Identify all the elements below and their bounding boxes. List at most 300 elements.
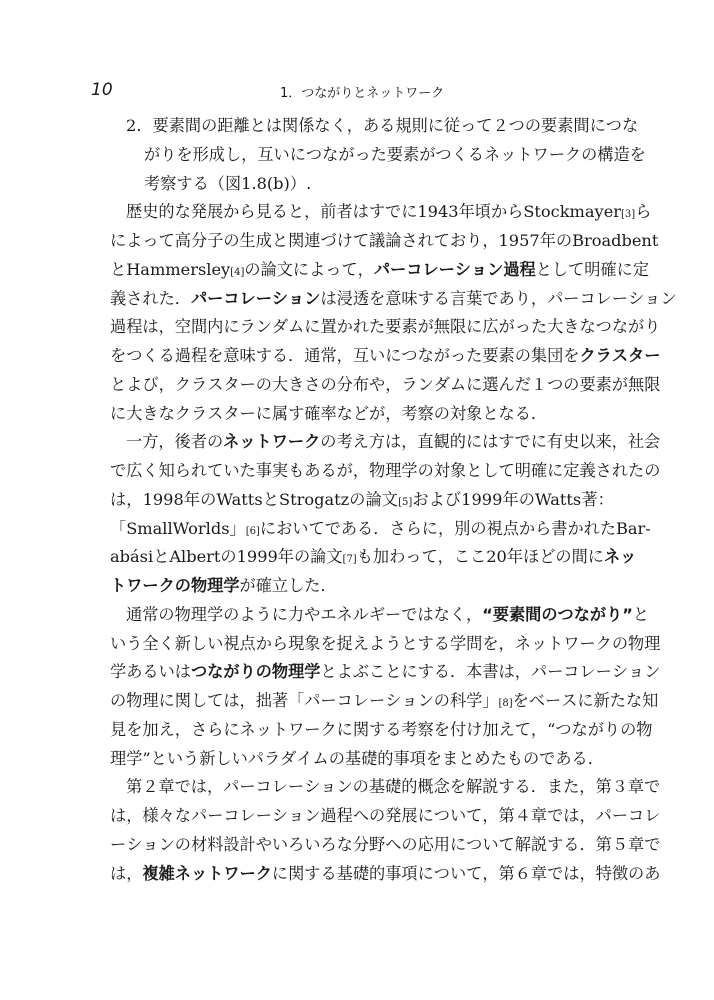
text-run: か: [490, 202, 508, 222]
text-line: [110, 803, 661, 829]
text-run: と: [320, 662, 337, 682]
text-run: 関: [174, 691, 191, 710]
text-run: 拙: [255, 691, 272, 710]
text-run: の: [401, 834, 418, 854]
text-run: Hammersley: [126, 259, 231, 279]
bold-term: ン: [304, 288, 321, 308]
text-run: 」: [229, 518, 246, 538]
text-run: ５: [611, 834, 628, 854]
text-run: い: [231, 748, 248, 768]
text-run: 第: [498, 863, 515, 883]
text-run: な: [174, 202, 191, 222]
text-run: が: [628, 317, 645, 337]
text-run: 論: [260, 259, 277, 279]
text-line: [110, 401, 614, 427]
text-run: 要: [482, 346, 499, 365]
text-run: ョ: [401, 691, 418, 710]
text-run: 限: [644, 374, 661, 394]
text-run: に: [158, 691, 175, 710]
text-run: え: [352, 432, 369, 452]
text-run: 後: [174, 432, 191, 452]
text-run: シ: [271, 806, 289, 825]
text-run: 実: [271, 461, 289, 480]
text-run: は: [265, 116, 282, 135]
text-run: ト: [516, 144, 533, 164]
text-run: を: [176, 144, 193, 164]
text-run: ，: [482, 806, 499, 825]
text-run: な: [611, 317, 628, 337]
text-run: ー: [385, 604, 402, 624]
text-run: 力: [287, 604, 305, 624]
text-run: い: [158, 662, 175, 682]
bold-term: 学: [223, 576, 240, 595]
text-run: た: [370, 144, 387, 164]
text-run: abási: [110, 547, 154, 567]
text-run: ら: [239, 202, 256, 222]
text-run: ル: [352, 604, 369, 624]
text-run: ，: [437, 518, 455, 538]
text-run: 無: [433, 317, 450, 337]
text-run: す: [304, 863, 321, 883]
bold-term: ー: [142, 576, 159, 595]
text-run: か: [567, 518, 584, 538]
bold-term: ー: [239, 863, 256, 883]
text-run: で: [547, 806, 564, 825]
text-run: パ: [530, 662, 548, 682]
text-run: る: [563, 834, 580, 854]
text-run: 要: [152, 116, 169, 135]
bold-term: な: [207, 662, 224, 682]
text-run: 学: [206, 604, 224, 624]
text-run: に: [110, 231, 127, 250]
text-run: 歴: [126, 202, 143, 222]
text-run: は: [417, 604, 434, 624]
text-run: て: [568, 259, 585, 279]
text-line: [144, 171, 610, 197]
bold-term: ク: [304, 432, 321, 452]
text-run: れ: [142, 288, 159, 308]
text-run: ッ: [255, 719, 272, 739]
text-run: ら: [405, 518, 422, 538]
text-run: を: [563, 346, 580, 365]
text-run: ン: [336, 777, 353, 797]
text-run: 点: [502, 518, 519, 538]
text-run: 確: [600, 259, 617, 279]
text-run: ２: [142, 777, 159, 797]
text-run: 間: [190, 317, 208, 337]
bold-term: コ: [223, 288, 240, 308]
text-run: き: [142, 403, 159, 423]
text-run: よ: [126, 231, 143, 250]
running-head: 1．つながりとネットワーク: [280, 86, 445, 101]
text-run: 基: [336, 863, 353, 883]
text-run: 著: [581, 489, 598, 509]
text-run: お: [276, 518, 293, 538]
text-run: ，: [579, 777, 596, 797]
text-run: ョ: [142, 834, 159, 854]
bold-term: ク: [158, 576, 175, 595]
text-run: レ: [644, 806, 661, 825]
text-run: で: [547, 863, 564, 883]
text-run: ン: [644, 662, 661, 682]
text-run: シ: [126, 834, 143, 854]
text-run: は: [482, 432, 499, 452]
bold-term: タ: [628, 346, 645, 365]
text-run: 方: [368, 432, 385, 452]
text-run: 展: [401, 806, 418, 825]
text-run: 第: [126, 777, 143, 797]
bold-term: ワ: [223, 863, 240, 883]
text-line: 「 Small Worlds 」 [6] に お い て で あ る ． さ ら に ， 別 の 視 点 か ら 書 か れ た Bar-: [110, 516, 614, 542]
text-run: 明: [584, 259, 601, 279]
text-run: が: [498, 317, 515, 337]
text-run: が: [336, 461, 353, 480]
text-run: 物: [174, 604, 191, 624]
text-run: 章: [530, 863, 548, 883]
text-run: 通: [304, 346, 321, 365]
text-run: あ: [644, 863, 661, 883]
text-run: 察: [417, 719, 434, 739]
text-run: い: [223, 461, 240, 480]
text-run: い: [369, 346, 386, 365]
text-run: 史: [563, 432, 580, 452]
text-run: 発: [385, 806, 402, 825]
text-run: た: [158, 288, 175, 308]
bold-term: ー: [390, 259, 407, 279]
text-run: 有: [546, 432, 564, 452]
text-run: 生: [239, 231, 256, 250]
text-run: て: [308, 518, 325, 538]
text-run: 無: [628, 374, 645, 394]
text-run: 要: [385, 317, 402, 337]
text-run: ，: [352, 461, 369, 480]
bold-term: 間: [525, 604, 542, 624]
text-run: 言: [449, 288, 467, 308]
text-run: 考: [144, 173, 161, 193]
text-run: り: [644, 317, 661, 337]
text-run: 捉: [336, 633, 353, 653]
text-run: 事: [393, 748, 410, 768]
text-run: 定: [563, 461, 580, 480]
text-run: ー: [287, 777, 305, 797]
text-run: 「: [110, 518, 127, 538]
text-run: ッ: [530, 633, 548, 653]
text-run: る: [385, 719, 402, 739]
text-run: パ: [304, 691, 321, 710]
text-run: 加: [482, 719, 499, 739]
text-run: い: [292, 518, 309, 538]
text-run: 分: [190, 231, 208, 250]
text-run: に: [271, 863, 289, 883]
text-run: わ: [389, 547, 406, 567]
text-run: ダ: [433, 374, 450, 394]
text-run: ネ: [336, 604, 353, 624]
text-run: 発: [190, 202, 207, 222]
text-run: た: [530, 317, 548, 337]
text-run: つ: [555, 719, 572, 739]
text-run: ッ: [500, 144, 517, 164]
text-run: を: [482, 633, 499, 653]
text-run: 論: [385, 231, 402, 250]
text-run: に: [417, 806, 434, 825]
text-run: な: [571, 719, 588, 739]
text-run: 意: [385, 288, 402, 308]
text-run: 2: [126, 116, 137, 135]
text-run: は: [190, 777, 207, 797]
text-run: ，: [482, 863, 499, 883]
text-run: 理: [644, 633, 661, 653]
text-run: ー: [579, 633, 596, 653]
text-run: て: [352, 231, 369, 250]
text-run: 者: [336, 202, 353, 222]
text-run: っ: [460, 116, 477, 135]
bold-term: り: [239, 662, 256, 682]
bold-term: が: [589, 604, 607, 624]
text-run: う: [183, 748, 200, 768]
text-run: は: [563, 863, 580, 883]
text-run: イ: [296, 748, 313, 768]
text-run: に: [427, 116, 444, 135]
text-run: の: [223, 604, 240, 624]
text-run: ろ: [320, 834, 337, 854]
text-run: と: [482, 403, 499, 423]
text-run: を: [126, 719, 143, 739]
bold-term: ー: [255, 288, 272, 308]
text-run: 論: [365, 489, 382, 509]
bold-term: 要: [492, 604, 509, 624]
text-run: タ: [223, 403, 240, 423]
text-run: て: [514, 719, 531, 739]
bold-term: ョ: [288, 288, 305, 308]
text-run: ，: [579, 863, 596, 883]
bold-term: 理: [288, 662, 305, 682]
text-run: 頃: [474, 202, 491, 222]
text-line: [110, 228, 659, 254]
text-run: っ: [325, 259, 342, 279]
text-run: ら: [507, 202, 524, 222]
text-run: 係: [298, 116, 315, 135]
text-run: 1999: [236, 547, 278, 567]
text-run: く: [158, 633, 175, 653]
bold-term: の: [541, 604, 558, 624]
text-run: の: [628, 863, 645, 883]
text-run: 新: [174, 633, 191, 653]
text-run: ほ: [523, 547, 540, 567]
text-run: で: [324, 518, 341, 538]
text-run: 論: [310, 547, 327, 567]
text-run: 学: [449, 633, 467, 653]
text-line: [126, 113, 639, 139]
text-run: 分: [352, 834, 369, 854]
text-run: る: [192, 173, 209, 193]
text-run: て: [466, 806, 483, 825]
text-run: さ: [190, 719, 208, 739]
text-run: っ: [354, 144, 371, 164]
text-run: に: [589, 116, 606, 135]
text-run: ，: [437, 547, 454, 567]
text-run: ト: [547, 633, 564, 653]
text-run: 則: [411, 116, 428, 135]
text-run: 現: [288, 633, 305, 653]
text-run: く: [451, 144, 468, 164]
text-run: 察: [160, 173, 177, 193]
text-run: パ: [547, 288, 564, 308]
text-run: つ: [433, 863, 450, 883]
text-run: す: [176, 173, 193, 193]
text-run: 科: [449, 691, 467, 710]
text-run: ，: [158, 317, 175, 337]
bold-term: 程: [519, 259, 536, 279]
text-run: 布: [352, 374, 369, 394]
text-run: る: [514, 777, 531, 797]
text-run: た: [609, 691, 626, 710]
text-run: つ: [508, 116, 525, 135]
text-run: レ: [271, 777, 288, 797]
text-run: ，: [579, 806, 596, 825]
bold-term: パ: [373, 259, 391, 279]
text-run: あ: [340, 518, 357, 538]
text-run: て: [498, 834, 515, 854]
text-run: す: [369, 719, 386, 739]
text-run: び: [444, 489, 462, 509]
text-run: 考: [401, 403, 418, 423]
text-run: つ: [547, 374, 564, 394]
text-run: の: [470, 518, 487, 538]
text-run: に: [616, 259, 633, 279]
text-run: た: [490, 748, 507, 768]
text-run: 材: [190, 834, 208, 854]
text-run: 第: [595, 834, 612, 854]
text-run: ら: [535, 518, 552, 538]
text-run: 礎: [361, 748, 378, 768]
text-run: 素: [168, 116, 185, 135]
text-run: 属: [271, 403, 289, 423]
text-run: と: [385, 662, 402, 682]
text-run: つ: [595, 317, 612, 337]
text-run: 章: [628, 834, 645, 854]
text-run: に: [271, 604, 288, 624]
text-run: “: [547, 719, 556, 739]
text-run: 以: [579, 432, 596, 452]
text-line: [144, 142, 646, 168]
text-run: ン: [304, 806, 321, 825]
text-run: 程: [336, 806, 353, 825]
text-run: ム: [288, 317, 305, 337]
text-run: 基: [368, 777, 385, 797]
text-run: の: [293, 547, 311, 567]
text-run: ネ: [239, 719, 256, 739]
text-run: 形: [192, 144, 209, 164]
text-run: た: [628, 461, 645, 480]
text-run: る: [142, 662, 159, 682]
text-run: 高: [174, 231, 191, 250]
bold-term: 理: [207, 576, 224, 595]
text-run: ：: [597, 489, 614, 509]
text-run: 一: [126, 432, 143, 452]
text-run: さ: [401, 231, 418, 250]
bold-term: が: [223, 662, 240, 682]
text-run: ン: [417, 374, 434, 394]
text-run: ョ: [320, 777, 337, 797]
text-run: し: [288, 576, 305, 595]
text-run: 構: [597, 144, 614, 164]
text-run: に: [255, 403, 272, 423]
text-run: す: [547, 834, 564, 854]
text-run: ム: [449, 374, 467, 394]
text-run: 念: [433, 777, 450, 797]
text-run: ラ: [401, 374, 418, 394]
text-run: 置: [320, 317, 337, 337]
bold-term: ン: [487, 259, 504, 279]
text-run: 大: [271, 374, 289, 394]
text-run: 葉: [466, 288, 483, 308]
text-run: あ: [126, 662, 143, 682]
text-run: て: [421, 547, 438, 567]
text-run: っ: [449, 346, 467, 365]
bold-term: シ: [271, 288, 289, 308]
text-run: 書: [551, 518, 568, 538]
text-run: の: [110, 691, 127, 710]
text-run: Watts: [216, 489, 263, 509]
bold-term: 雑: [158, 863, 175, 883]
text-run: ，: [482, 231, 499, 250]
text-run: の: [201, 116, 218, 135]
text-run: に: [449, 834, 467, 854]
text-run: め: [474, 748, 491, 768]
text-run: ．: [530, 403, 548, 423]
text-run: ラ: [263, 748, 281, 768]
text-run: れ: [417, 231, 434, 250]
text-run: シ: [385, 691, 402, 710]
text-run: つ: [126, 346, 143, 365]
text-run: た: [466, 346, 483, 365]
text-run: る: [271, 346, 289, 365]
text-run: 文: [381, 489, 398, 509]
text-run: は: [385, 432, 402, 452]
text-run: ク: [564, 144, 582, 164]
text-run: ー: [207, 806, 224, 825]
text-run: ”: [142, 748, 151, 768]
text-line: [110, 286, 677, 312]
text-run: ぶ: [352, 662, 369, 682]
text-run: ，: [498, 633, 515, 653]
text-line: abási と Albert の 1999 年 の 論 文 [7] も 加 わ っ て ， こ こ 20 年 ほ ど の 間 に ネ ッ: [110, 544, 614, 570]
text-run: と: [271, 231, 289, 250]
bold-term: パ: [190, 288, 208, 308]
text-run: と: [110, 374, 127, 394]
text-run: ，: [357, 259, 374, 279]
text-line: [126, 774, 661, 800]
text-run: と: [153, 547, 170, 567]
text-run: に: [304, 317, 321, 337]
text-run: の: [200, 489, 217, 509]
text-run: 広: [482, 317, 499, 337]
text-run: ら: [271, 633, 289, 653]
text-run: け: [466, 719, 483, 739]
text-run: ，: [239, 691, 256, 710]
text-run: 付: [449, 719, 467, 739]
text-run: 知: [642, 691, 659, 710]
text-run: な: [174, 806, 191, 825]
text-run: を: [433, 719, 450, 739]
text-run: の: [328, 748, 345, 768]
text-line: [110, 314, 661, 340]
text-run: 的: [158, 202, 175, 222]
bold-term: の: [174, 576, 191, 595]
text-run: 象: [466, 403, 483, 423]
text-run: る: [433, 633, 450, 653]
text-run: ク: [595, 633, 612, 653]
